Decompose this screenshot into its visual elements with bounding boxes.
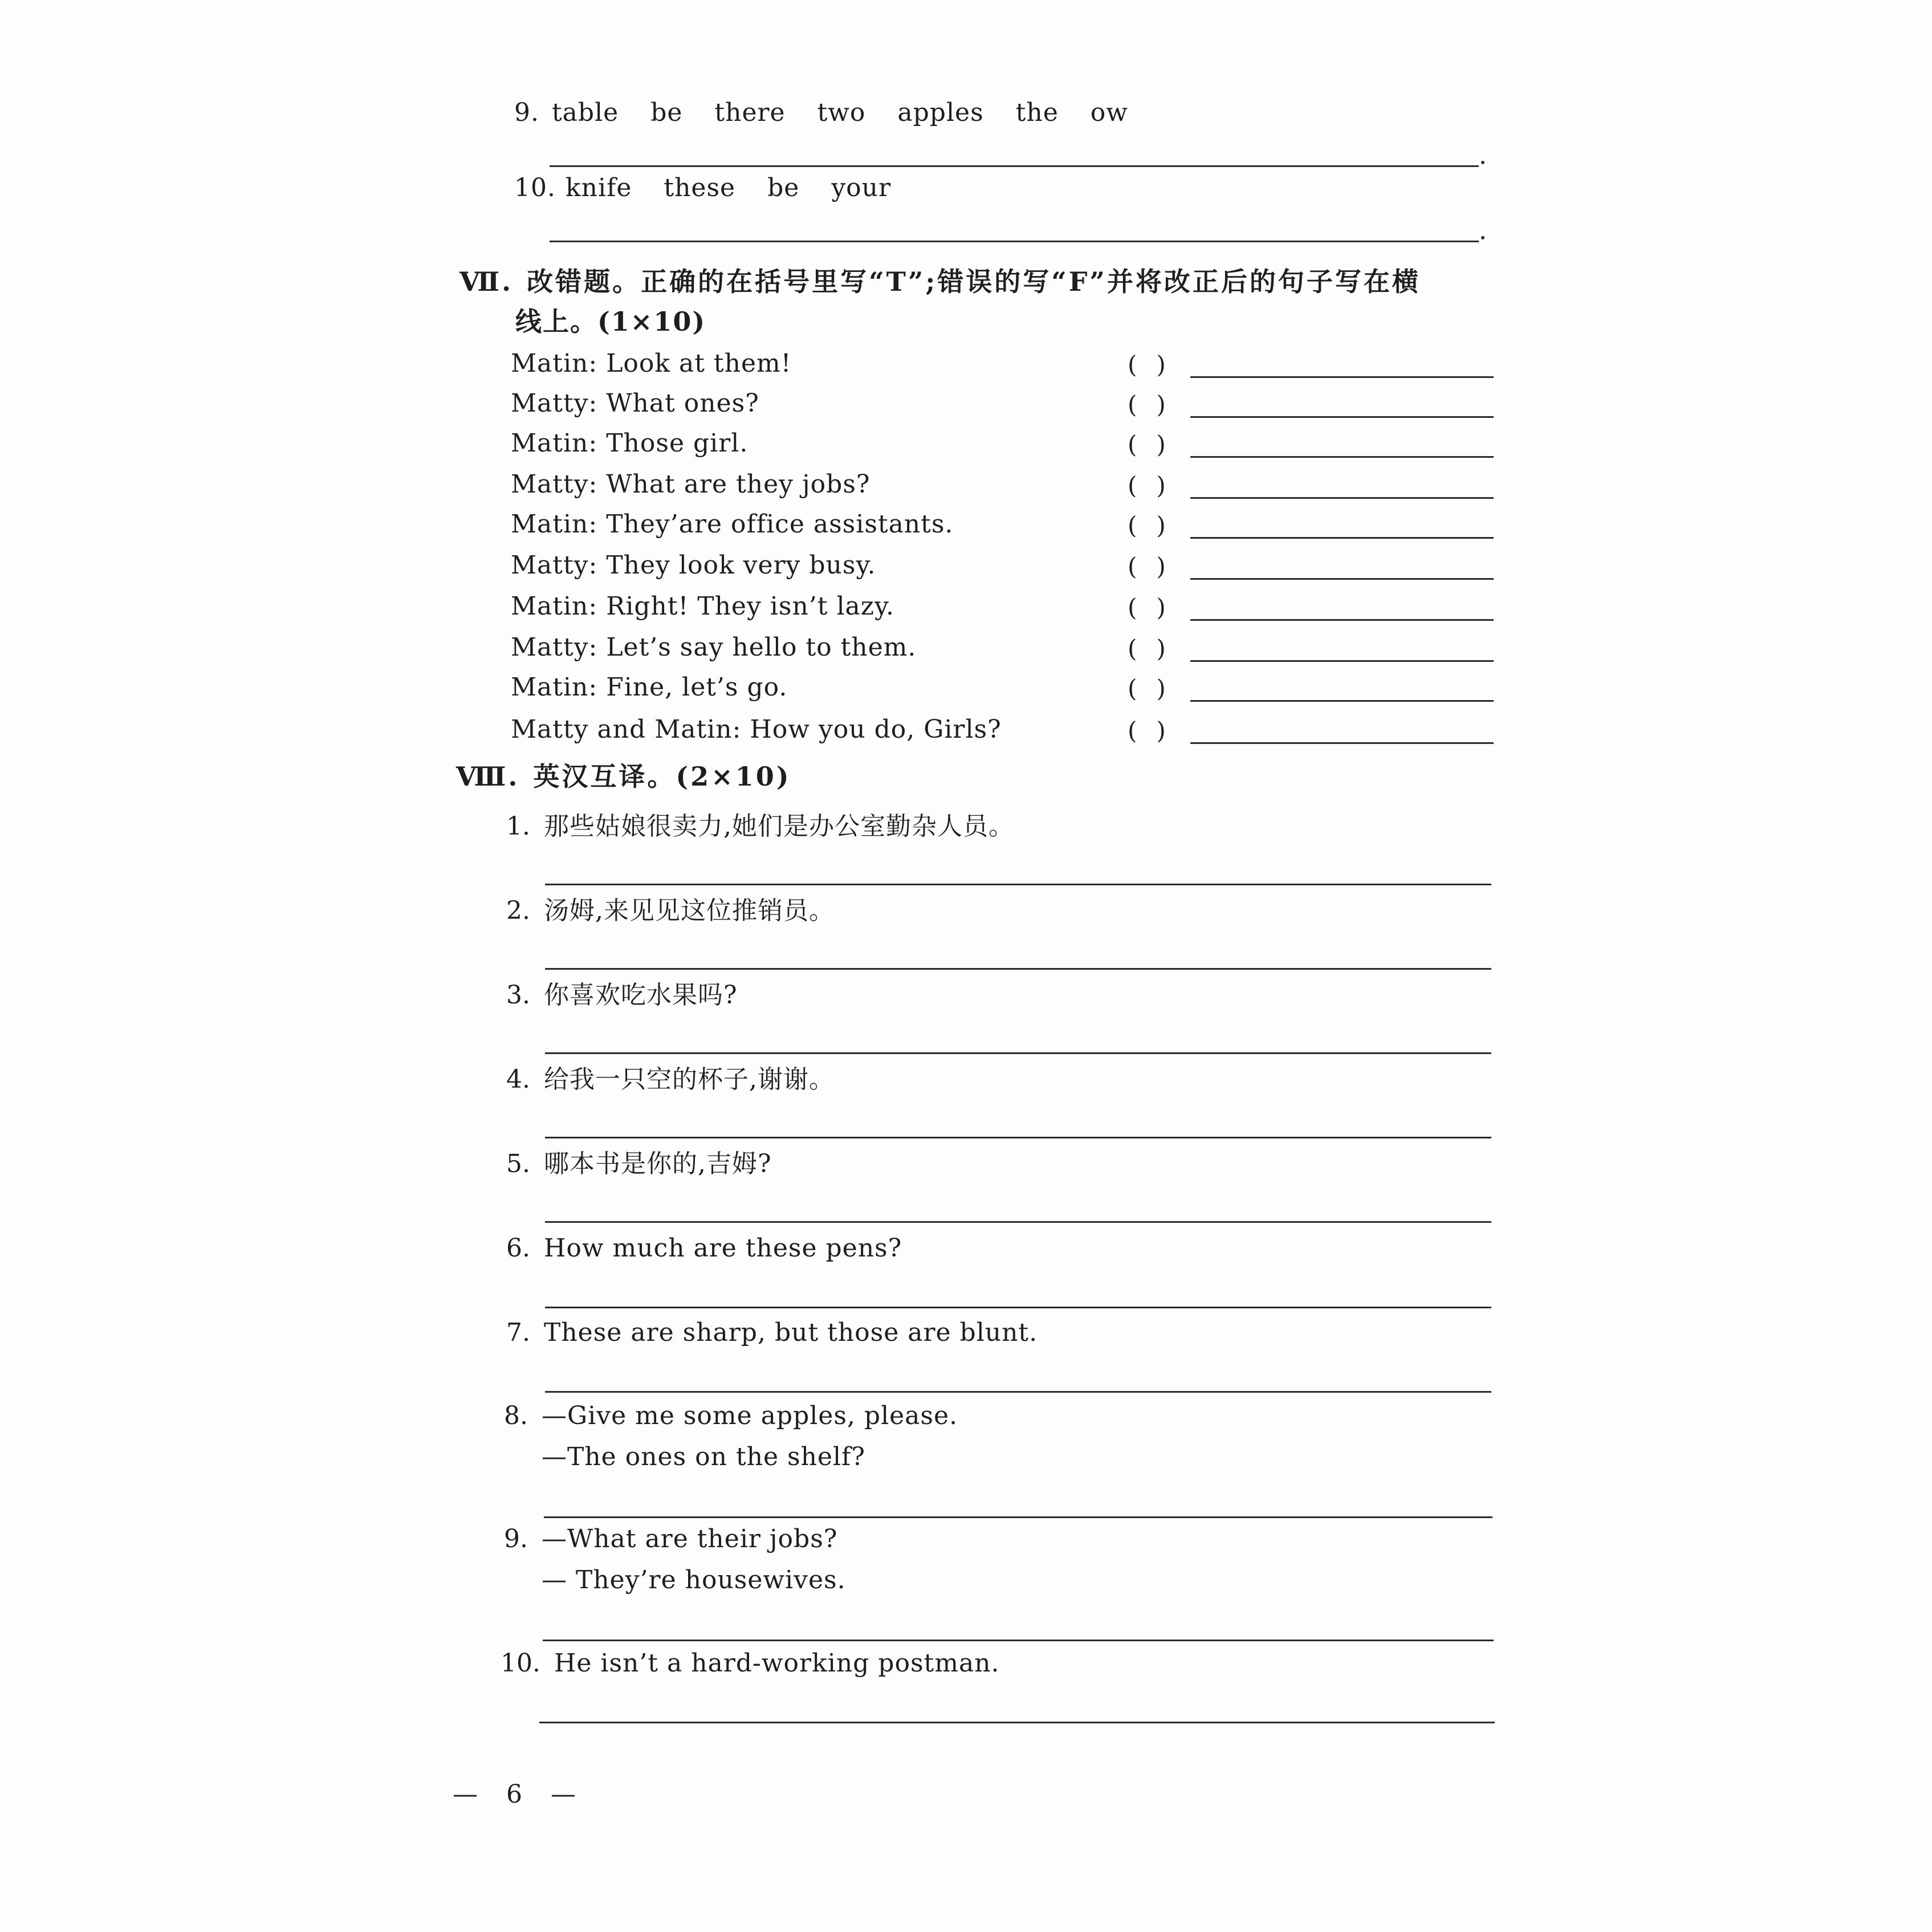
answer-line[interactable] [545, 1052, 1491, 1054]
answer-line[interactable] [545, 884, 1491, 885]
dialogue-line: Matin: Right! They isn’t lazy. [511, 592, 894, 621]
item-number: 7. [506, 1318, 530, 1347]
correction-line[interactable] [1190, 456, 1494, 458]
scramble-word: these [664, 173, 736, 202]
scramble-word: table [552, 98, 619, 127]
answer-line[interactable] [545, 1221, 1491, 1223]
period-mark [1481, 161, 1484, 164]
answer-bracket[interactable]: ( ) [1128, 717, 1166, 745]
item-number: 1. [506, 812, 530, 841]
answer-line[interactable] [550, 165, 1479, 167]
answer-bracket[interactable]: ( ) [1128, 471, 1166, 499]
answer-line[interactable] [545, 1307, 1491, 1308]
item-prompt: These are sharp, but those are blunt. [544, 1318, 1038, 1347]
item-prompt: He isn’t a hard-working postman. [554, 1649, 1000, 1678]
period-mark [1481, 236, 1484, 239]
answer-bracket[interactable]: ( ) [1128, 634, 1166, 662]
item-prompt: —Give me some apples, please. [542, 1401, 958, 1430]
item-number: 8. [504, 1401, 528, 1430]
correction-row [511, 713, 1495, 751]
item-prompt-reply: — They’re housewives. [542, 1565, 846, 1595]
correction-line[interactable] [1190, 416, 1494, 418]
answer-bracket[interactable]: ( ) [1128, 511, 1166, 539]
answer-bracket[interactable]: ( ) [1128, 674, 1166, 702]
answer-bracket[interactable]: ( ) [1128, 391, 1166, 418]
item-prompt: 哪本书是你的,吉姆? [544, 1149, 772, 1178]
answer-bracket[interactable]: ( ) [1128, 430, 1166, 458]
item-number: 3. [506, 981, 530, 1010]
correction-line[interactable] [1190, 578, 1494, 580]
dialogue-line: Matty: What ones? [511, 389, 759, 418]
answer-line[interactable] [543, 1640, 1494, 1641]
correction-row [511, 347, 1495, 385]
correction-line[interactable] [1190, 376, 1494, 378]
answer-line[interactable] [550, 241, 1479, 242]
footer-dash-left: — [453, 1780, 478, 1809]
dialogue-line: Matin: They’are office assistants. [511, 510, 954, 539]
scramble-number-10: 10. [514, 173, 556, 202]
item-prompt: —What are their jobs? [542, 1524, 838, 1553]
answer-line[interactable] [545, 968, 1491, 970]
item-prompt: 你喜欢吃水果吗? [544, 981, 738, 1010]
item-number: 4. [506, 1065, 530, 1094]
correction-line[interactable] [1190, 497, 1494, 499]
dialogue-line: Matty: They look very busy. [511, 551, 876, 580]
item-prompt: How much are these pens? [544, 1234, 902, 1263]
item-prompt: 那些姑娘很卖力,她们是办公室勤杂人员。 [544, 812, 1014, 841]
section-7-title: 改错题。正确的在括号里写“T”;错误的写“F”并将改正后的句子写在横 [527, 266, 1421, 297]
section-8-heading [456, 760, 791, 792]
section-8-numeral: Ⅷ. [456, 761, 520, 792]
correction-row [511, 631, 1495, 669]
scramble-words-9 [552, 98, 1160, 128]
correction-row [511, 507, 1495, 546]
dialogue-line: Matin: Those girl. [511, 429, 749, 458]
correction-line[interactable] [1190, 660, 1494, 662]
item-number: 9. [504, 1524, 528, 1553]
answer-line[interactable] [544, 1516, 1492, 1518]
dialogue-line: Matty and Matin: How you do, Girls? [511, 715, 1002, 744]
scramble-word: the [1015, 98, 1059, 127]
page-number: 6 [506, 1780, 522, 1809]
answer-bracket[interactable]: ( ) [1128, 351, 1166, 379]
dialogue-line: Matin: Look at them! [511, 349, 792, 378]
page-footer [453, 1779, 576, 1811]
item-number: 6. [506, 1234, 530, 1263]
answer-bracket[interactable]: ( ) [1128, 593, 1166, 621]
scramble-word: knife [566, 173, 632, 202]
correction-line[interactable] [1190, 619, 1494, 621]
item-number: 10. [501, 1649, 540, 1678]
item-number: 5. [506, 1149, 530, 1178]
dialogue-line: Matty: Let’s say hello to them. [511, 633, 917, 662]
correction-row [511, 467, 1495, 506]
scramble-word: two [817, 98, 866, 127]
scramble-word: be [650, 98, 683, 127]
answer-bracket[interactable]: ( ) [1128, 552, 1166, 580]
correction-line[interactable] [1190, 537, 1494, 539]
correction-row [511, 426, 1495, 465]
correction-row [511, 548, 1495, 587]
scramble-word: there [714, 98, 786, 127]
item-prompt-reply: —The ones on the shelf? [542, 1442, 865, 1471]
correction-line[interactable] [1190, 700, 1494, 702]
dialogue-line: Matin: Fine, let’s go. [511, 673, 788, 702]
item-prompt: 汤姆,来见见这位推销员。 [544, 896, 835, 925]
answer-line[interactable] [539, 1722, 1495, 1723]
correction-row [511, 670, 1495, 709]
answer-line[interactable] [545, 1391, 1491, 1393]
footer-dash-right: — [551, 1780, 576, 1809]
section-7-heading-line2: 线上。(1×10) [515, 306, 706, 337]
scramble-word: your [831, 173, 892, 202]
correction-line[interactable] [1190, 742, 1494, 744]
section-7-heading [459, 266, 1421, 298]
scramble-word: apples [897, 98, 984, 127]
correction-row [511, 387, 1495, 425]
scramble-word: be [767, 173, 800, 202]
answer-line[interactable] [545, 1137, 1491, 1138]
section-8-title: 英汉互译。(2×10) [533, 761, 791, 792]
dialogue-line: Matty: What are they jobs? [511, 470, 871, 499]
section-7-numeral: Ⅶ. [459, 266, 514, 297]
item-number: 2. [506, 896, 530, 925]
correction-row [511, 589, 1495, 628]
scramble-word: ow [1090, 98, 1128, 127]
scramble-number-9: 9. [514, 98, 539, 127]
scramble-words-10 [566, 173, 923, 203]
item-prompt: 给我一只空的杯子,谢谢。 [544, 1065, 835, 1094]
